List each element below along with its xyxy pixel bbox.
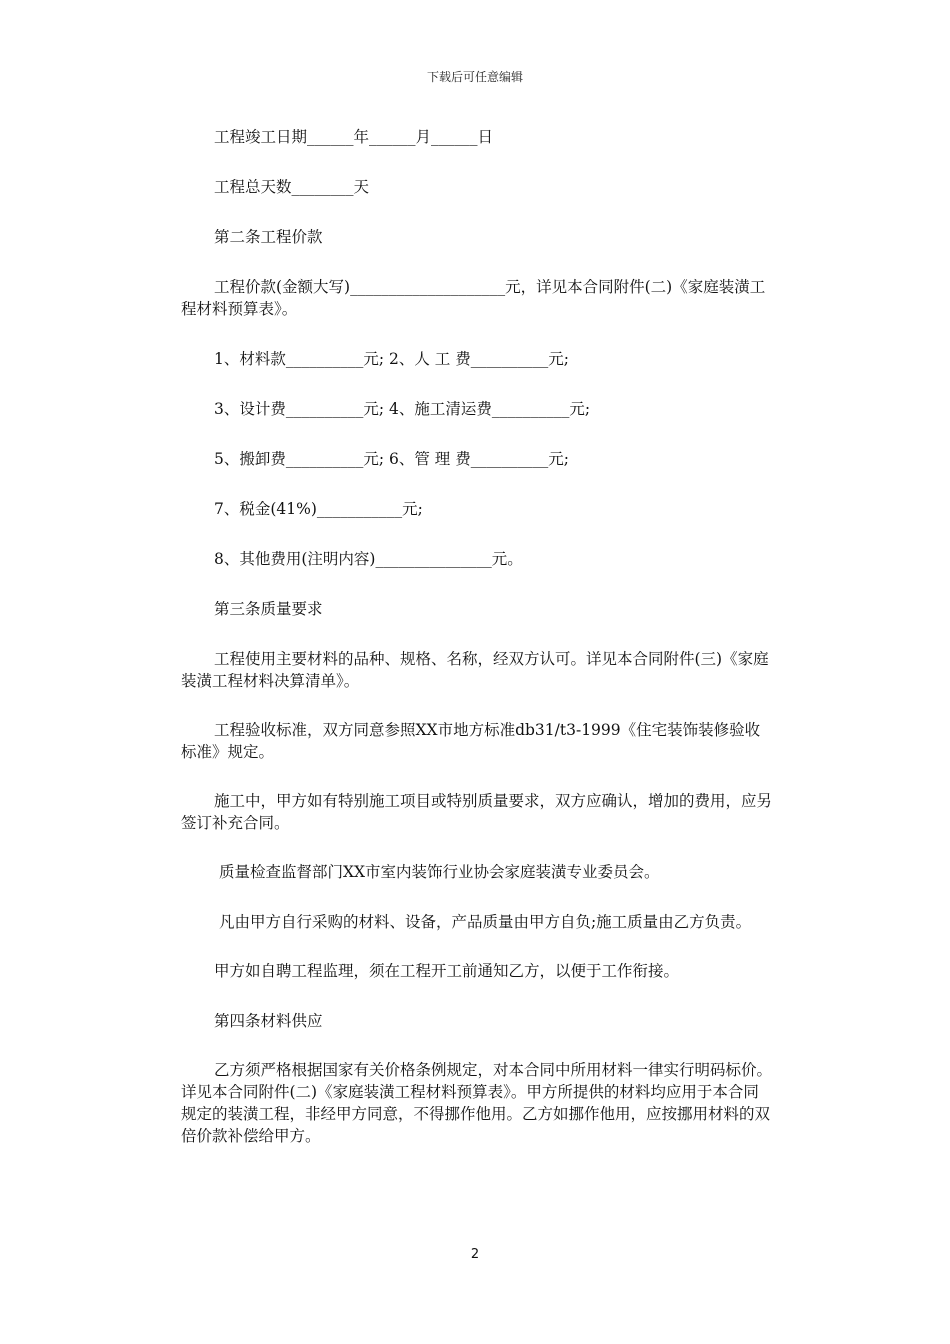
page-number: 2 — [470, 1247, 480, 1262]
supervision-paragraph: 甲方如自聘工程监理，须在工程开工前通知乙方，以便于工作衔接。 — [214, 962, 680, 980]
article-4-heading: 第四条材料供应 — [214, 1012, 323, 1030]
document-body — [181, 126, 773, 1147]
page-header: 下载后可任意编辑 — [426, 70, 523, 84]
material-supply-paragraph: 乙方须严格根据国家有关价格条例规定，对本合同中所用材料一律实行明码标价。详见本合同附件(二)《家庭装潢工程材料预算表》。甲方所提供的材料均应用于本合同规定的装潢工程，非经甲方同意，不得挪作他用。乙方如挪作他用，应按挪用材料的双倍价款补偿给甲方。 — [181, 1061, 773, 1145]
fee-line-3: 5、搬卸费__________元; 6、管 理 费__________元; — [214, 450, 569, 468]
article-2-heading: 第二条工程价款 — [214, 228, 323, 246]
price-paragraph: 工程价款(金额大写)____________________元，详见本合同附件(二)《家庭装潢工程材料预算表》。 — [181, 278, 766, 318]
article-3-heading: 第三条质量要求 — [214, 600, 323, 618]
tax-line: 7、税金(41%)___________元; — [214, 500, 423, 518]
materials-paragraph: 工程使用主要材料的品种、规格、名称，经双方认可。详见本合同附件(三)《家庭装潢工程材料决算清单》。 — [181, 650, 769, 690]
fee-line-1: 1、材料款__________元; 2、人 工 费__________元; — [214, 350, 569, 368]
total-days-line: 工程总天数________天 — [214, 178, 370, 196]
quality-responsibility-paragraph: 凡由甲方自行采购的材料、设备，产品质量由甲方自负;施工质量由乙方负责。 — [214, 913, 752, 931]
completion-date-line: 工程竣工日期______年______月______日 — [214, 128, 494, 146]
other-fees-line: 8、其他费用(注明内容)_______________元。 — [214, 550, 523, 568]
inspection-department-paragraph: 质量检查监督部门XX市室内装饰行业协会家庭装潢专业委员会。 — [214, 863, 660, 881]
special-requirements-paragraph: 施工中，甲方如有特别施工项目或特别质量要求，双方应确认，增加的费用，应另签订补充合同。 — [181, 792, 773, 832]
fee-line-2: 3、设计费__________元; 4、施工清运费__________元; — [214, 400, 591, 418]
acceptance-standard-paragraph: 工程验收标准，双方同意参照XX市地方标准db31/t3-1999《住宅装饰装修验收标准》规定。 — [181, 721, 761, 761]
